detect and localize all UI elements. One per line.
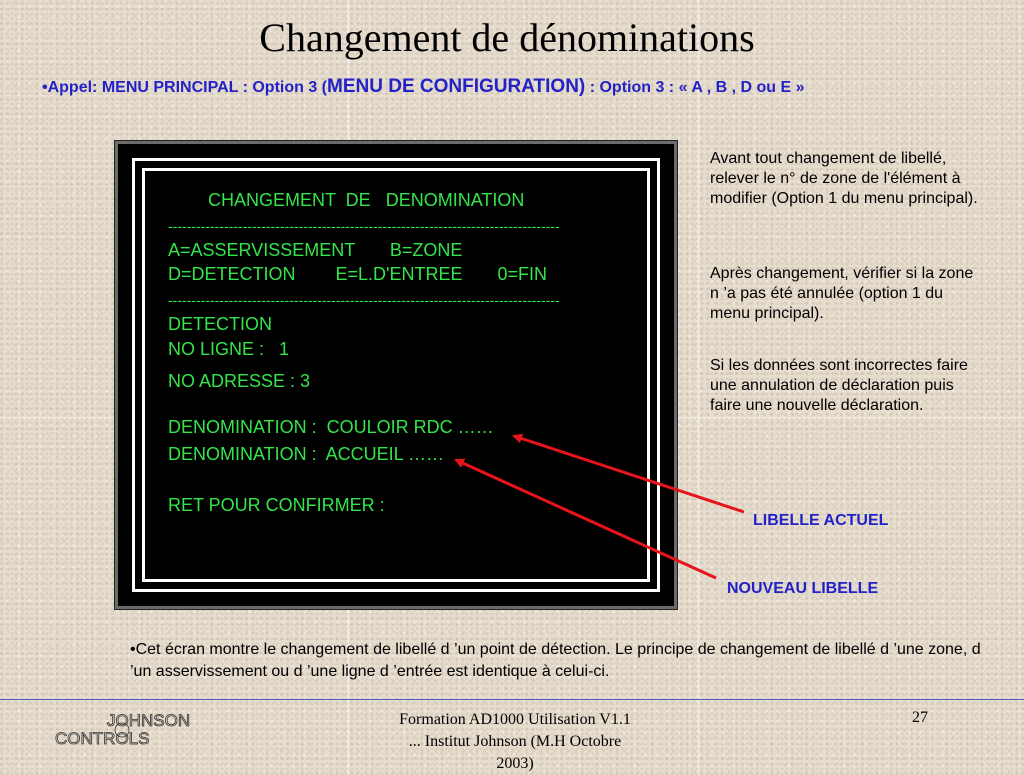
logo-text-top: JOHNSON xyxy=(107,711,191,730)
terminal-denomination-current: DENOMINATION : COULOIR RDC …… xyxy=(168,417,494,437)
terminal-separator-top: ------------------------------------------------------------------------------------ xyxy=(168,218,560,234)
note-after-change: Après changement, vérifier si la zone n ’a pas été annulée (option 1 du menu principal). xyxy=(710,265,974,322)
footer-credits xyxy=(355,709,675,775)
subtitle-part-2: MENU DE CONFIGURATION) xyxy=(327,76,586,97)
footer-line-2: ... Institut Johnson (M.H Octobre xyxy=(408,733,622,750)
logo-text-bottom: CONTROLS xyxy=(55,729,150,748)
callout-new-label: NOUVEAU LIBELLE xyxy=(727,580,879,597)
terminal-denomination-new: DENOMINATION : ACCUEIL …… xyxy=(168,444,445,464)
terminal-screen xyxy=(115,141,677,609)
terminal-menu-line-1: A=ASSERVISSEMENT B=ZONE xyxy=(168,240,463,260)
subtitle-part-3: : Option 3 : « A , B , D ou E » xyxy=(585,79,805,96)
footer-line-1: Formation AD1000 Utilisation V1.1 xyxy=(399,711,631,728)
note-incorrect-data: Si les données sont incorrectes faire une annulation de déclaration puis faire une nouvelle déclaration. xyxy=(710,357,968,414)
footer-divider xyxy=(0,699,1024,700)
terminal-confirm-prompt: RET POUR CONFIRMER : xyxy=(168,495,385,515)
page-number: 27 xyxy=(912,709,928,726)
terminal-adresse: NO ADRESSE : 3 xyxy=(168,371,311,391)
callout-current-label: LIBELLE ACTUEL xyxy=(753,512,889,529)
terminal-menu-line-2: D=DETECTION E=L.D'ENTREE 0=FIN xyxy=(168,264,548,284)
footer-line-3: 2003) xyxy=(496,755,534,772)
terminal-header: CHANGEMENT DE DENOMINATION xyxy=(208,190,525,210)
slide-subtitle xyxy=(42,76,1002,98)
slide-title: Changement de dénominations xyxy=(259,15,755,60)
bottom-explanation: •Cet écran montre le changement de libellé d ’un point de détection. Le principe de changement de libellé d ’une zone, d ’un asservissement ou d ’une ligne d ’entrée est identique à celui-ci. xyxy=(130,641,981,680)
note-before-change: Avant tout changement de libellé, relever le n° de zone de l'élément à modifier (Option 1 du menu principal). xyxy=(710,150,978,207)
terminal-type: DETECTION xyxy=(168,314,273,334)
subtitle-part-1: •Appel: MENU PRINCIPAL : Option 3 ( xyxy=(42,79,327,96)
johnson-controls-logo xyxy=(55,704,215,754)
terminal-separator-bottom: ------------------------------------------------------------------------------------ xyxy=(168,292,560,308)
terminal-ligne: NO LIGNE : 1 xyxy=(168,339,290,359)
